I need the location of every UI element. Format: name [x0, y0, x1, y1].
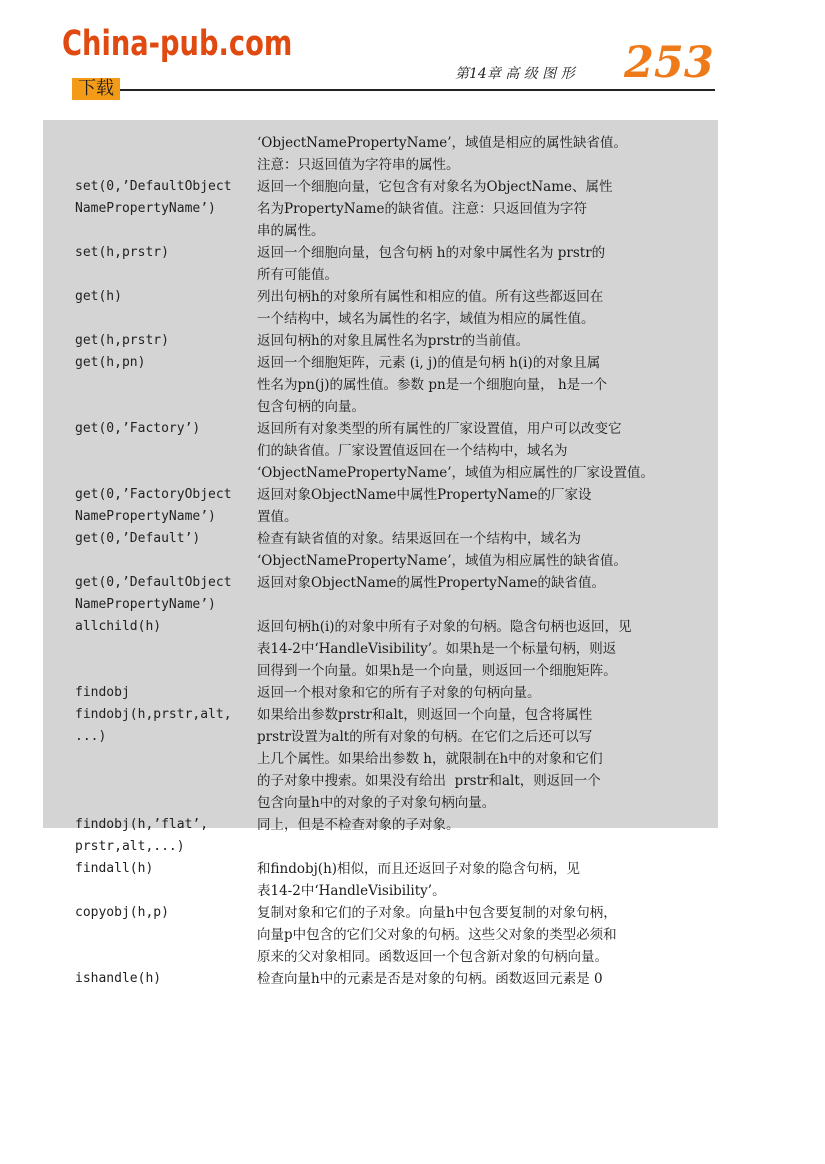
function-signature: set(h,prstr): [75, 245, 169, 260]
function-description: 返回一个细胞向量，包含句柄 h的对象中属性名为 prstr的 所有可能值。: [257, 245, 606, 283]
function-description: 和findobj(h)相似，而且还返回子对象的隐含句柄，见 表14-2中‘HandleVisibility’。: [257, 861, 581, 899]
function-description: 返回句柄h(i)的对象中所有子对象的句柄。隐含句柄也返回，见 表14-2中‘HandleVisibility’。如果h是一个标量句柄，则返 回得到一个向量。如果h是一个向量，则返回一个细胞矩阵。: [257, 619, 632, 679]
function-signature: allchild(h): [75, 619, 162, 634]
function-description: 返回对象ObjectName中属性PropertyName的厂家设 置值。: [257, 487, 592, 525]
function-description: 如果给出参数prstr和alt，则返回一个向量，包含将属性 prstr设置为alt的所有对象的句柄。在它们之后还可以写 上几个属性。如果给出参数 h，就限制在h中的对象和它们 的子对象中搜索。如果没有给出 prstr和alt，则返回一个 包含向量h中的对象的子对象句柄向量。: [257, 707, 603, 811]
function-signature: get(h,prstr): [75, 333, 169, 348]
site-logo: China-pub.com: [62, 24, 293, 64]
page-number: 253: [624, 38, 714, 88]
function-signature: get(0,’Factory’): [75, 421, 201, 436]
function-description: 返回一个细胞向量，它包含有对象名为ObjectName、属性 名为PropertyName的缺省值。注意：只返回值为字符 串的属性。: [257, 179, 613, 239]
function-signature: findobj(h,’flat’, prstr,alt,...): [75, 817, 209, 854]
function-description: 检查有缺省值的对象。结果返回在一个结构中，域名为 ‘ObjectNamePropertyName’，域值为相应属性的缺省值。: [257, 531, 628, 569]
function-signature: findobj(h,prstr,alt, ...): [75, 707, 232, 744]
header-rule: [120, 89, 715, 91]
function-signature: get(0,’Default’): [75, 531, 201, 546]
function-signature: get(h): [75, 289, 122, 304]
function-signature: get(0,’DefaultObject NamePropertyName’): [75, 575, 232, 612]
function-signature: copyobj(h,p): [75, 905, 169, 920]
function-description: 同上，但是不检查对象的子对象。: [257, 817, 460, 833]
chapter-title: 第14章 高 级 图 形: [455, 66, 575, 82]
function-signature: get(h,pn): [75, 355, 146, 370]
function-description: 复制对象和它们的子对象。向量h中包含要复制的对象句柄， 向量p中包含的它们父对象的句柄。这些父对象的类型必须和 原来的父对象相同。函数返回一个包含新对象的句柄向量。: [257, 905, 617, 965]
function-signature: findall(h): [75, 861, 154, 876]
download-tag: 下载: [72, 78, 120, 100]
function-description: 返回对象ObjectName的属性PropertyName的缺省值。: [257, 575, 605, 591]
function-signature: set(0,’DefaultObject NamePropertyName’): [75, 179, 232, 216]
function-description: 返回一个根对象和它的所有子对象的句柄向量。: [257, 685, 541, 701]
function-description: 返回所有对象类型的所有属性的厂家设置值，用户可以改变它 们的缺省值。厂家设置值返回在一个结构中，域名为 ‘ObjectNamePropertyName’，域值为相应属性的厂家设置值。: [257, 421, 655, 481]
function-description: 返回一个细胞矩阵，元素 (i, j)的值是句柄 h(i)的对象且属 性名为pn(j)的属性值。参数 pn是一个细胞向量， h是一个 包含句柄的向量。: [257, 355, 608, 415]
function-signature: get(0,’FactoryObject NamePropertyName’): [75, 487, 232, 524]
function-description: 列出句柄h的对象所有属性和相应的值。所有这些都返回在 一个结构中，域名为属性的名字，域值为相应的属性值。: [257, 289, 604, 327]
function-description: 返回句柄h的对象且属性名为prstr的当前值。: [257, 333, 530, 349]
function-description: 检查向量h中的元素是否是对象的句柄。函数返回元素是 0: [257, 971, 603, 987]
function-description: ‘ObjectNamePropertyName’，域值是相应的属性缺省值。 注意：只返回值为字符串的属性。: [257, 135, 628, 173]
function-signature: ishandle(h): [75, 971, 162, 986]
function-signature: findobj: [75, 685, 130, 700]
